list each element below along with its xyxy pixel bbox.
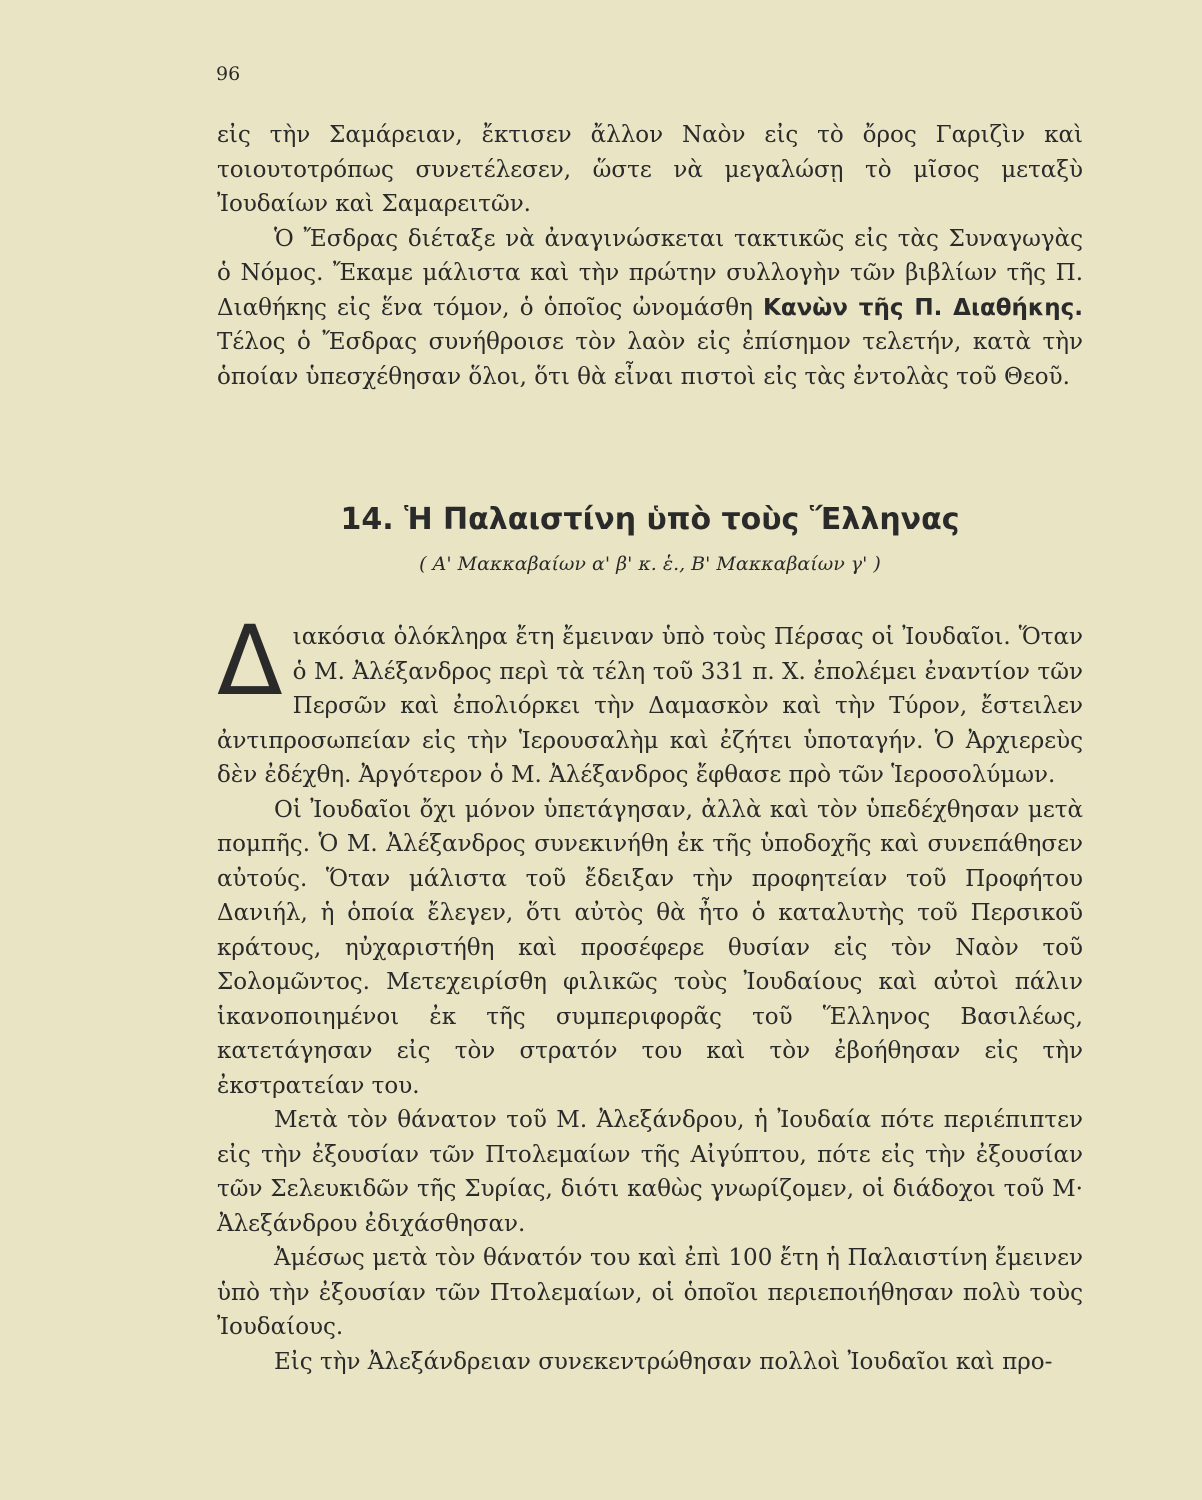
section-body: [217, 605, 1083, 1379]
persians-text: ιακόσια ὁλόκληρα ἔτη ἔμειναν ὑπὸ τοὺς Πέρσας οἱ Ἰουδαῖοι. Ὅταν ὁ Μ. Ἀλέξανδρος περὶ τὰ τέλη τοῦ 331 π. Χ. ἐπολέμει ἐναντίον τῶν Περσῶν καὶ ἐπολιόρκει τὴν Δαμασκὸν καὶ τὴν Τύρον, ἔστειλεν ἀντιπροσωπείαν εἰς τὴν Ἱερουσαλὴμ καὶ ἐζήτει ὑποταγήν. Ὁ Ἀρχιερεὺς δὲν ἐδέχθη. Ἀργότερον ὁ Μ. Ἀλέξανδρος ἔφθασε πρὸ τῶν Ἱεροσολύμων.: [217, 624, 1083, 788]
drop-cap: Δ: [217, 605, 283, 717]
section-title: 14. Ἡ Παλαιστίνη ὑπὸ τοὺς Ἕλληνας: [340, 502, 960, 537]
successors-paragraph: Μετὰ τὸν θάνατον τοῦ Μ. Ἀλεξάνδρου, ἡ Ἰουδαία πότε περιέπιπτεν εἰς τὴν ἐξουσίαν τῶν Πτολεμαίων τῆς Αἰγύπτου, πότε εἰς τὴν ἐξουσίαν τῶν Σελευκιδῶν τῆς Συρίας, διότι καθὼς γνωρίζομεν, οἱ διάδοχοι τοῦ Μ· Ἀλεξάνδρου ἐδιχάσθησαν.: [217, 1107, 1083, 1237]
section-source: ( Α' Μακκαβαίων α' β' κ. ἑ., Β' Μακκαβαίων γ' ): [419, 553, 881, 575]
persians-paragraph: [217, 605, 1083, 793]
canon-term: Κανὼν τῆς Π. Διαθήκης.: [763, 294, 1084, 321]
alexandria-paragraph: Εἰς τὴν Ἀλεξάνδρειαν συνεκεντρώθησαν πολλοὶ Ἰουδαῖοι καὶ προ-: [274, 1348, 1053, 1375]
page-number: 96: [216, 63, 241, 85]
esdras-text-b: Τέλος ὁ Ἔσδρας συνήθροισε τὸν λαὸν εἰς ἐπίσημον τελετήν, κατὰ τὴν ὁποίαν ὑπεσχέθησαν ὅλοι, ὅτι θὰ εἶναι πιστοὶ εἰς τὰς ἐντολὰς τοῦ Θεοῦ.: [217, 329, 1083, 390]
esdras-text-a: Ὁ Ἔσδρας διέταξε νὰ ἀναγινώσκεται τακτικῶς εἰς τὰς Συναγωγὰς ὁ Νόμος. Ἔκαμε μάλιστα καὶ τὴν πρώτην συλλογὴν τῶν βιβλίων τῆς Π. Διαθήκης εἰς ἕνα τόμον, ὁ ὁποῖος ὠνομάσθη: [217, 225, 1083, 321]
intro-paragraph: [217, 118, 1083, 394]
ptolemies-paragraph: Ἀμέσως μετὰ τὸν θάνατόν του καὶ ἐπὶ 100 ἔτη ἡ Παλαιστίνη ἔμεινεν ὑπὸ τὴν ἐξουσίαν τῶν Πτολεμαίων, οἱ ὁποῖοι περιεποιήθησαν πολὺ τοὺς Ἰουδαίους.: [217, 1245, 1083, 1340]
esdras-paragraph: [217, 222, 1083, 395]
intro-text: εἰς τὴν Σαμάρειαν, ἔκτισεν ἄλλον Ναὸν εἰς τὸ ὄρος Γαριζὶν καὶ τοιουτοτρόπως συνετέλεσεν, ὥστε νὰ μεγαλώσῃ τὸ μῖσος μεταξὺ Ἰουδαίων καὶ Σαμαρειτῶν.: [217, 122, 1083, 217]
submission-paragraph: Οἱ Ἰουδαῖοι ὄχι μόνον ὑπετάγησαν, ἀλλὰ καὶ τὸν ὑπεδέχθησαν μετὰ πομπῆς. Ὁ Μ. Ἀλέξανδρος συνεκινήθη ἐκ τῆς ὑποδοχῆς καὶ συνεπάθησεν αὐτούς. Ὅταν μάλιστα τοῦ ἔδειξαν τὴν προφητείαν τοῦ Προφήτου Δανιήλ, ἡ ὁποία ἔλεγεν, ὅτι αὐτὸς θὰ ἦτο ὁ καταλυτὴς τοῦ Περσικοῦ κράτους, ηὐχαριστήθη καὶ προσέφερε θυσίαν εἰς τὸν Ναὸν τοῦ Σολομῶντος. Μετεχειρίσθη φιλικῶς τοὺς Ἰουδαίους καὶ αὐτοὶ πάλιν ἱκανοποιημένοι ἐκ τῆς συμπεριφορᾶς τοῦ Ἕλληνος Βασιλέως, κατετάγησαν εἰς τὸν στρατόν του καὶ τὸν ἐβοήθησαν εἰς τὴν ἐκστρατείαν του.: [217, 796, 1083, 1099]
